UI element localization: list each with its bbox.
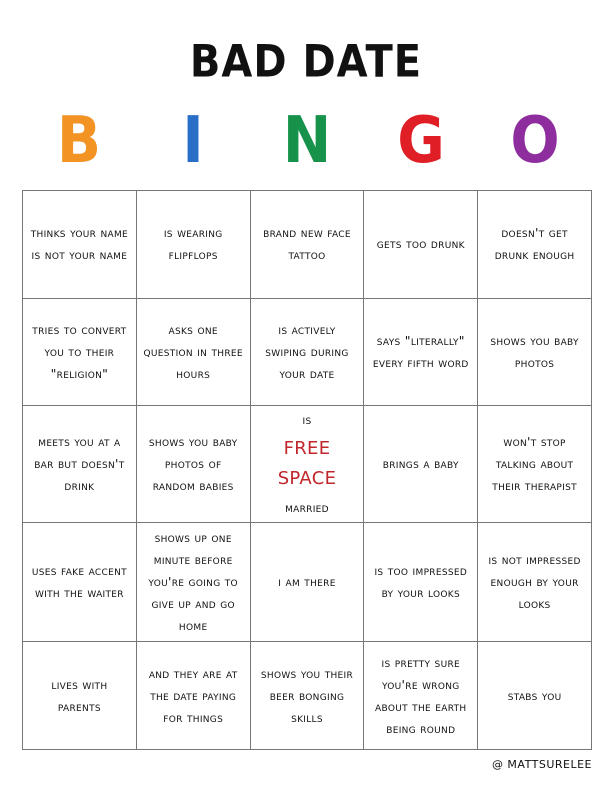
cell-text: shows you their beer bonging skills (260, 665, 354, 725)
bingo-grid (22, 190, 592, 750)
bingo-cell[interactable] (364, 191, 478, 299)
cell-text: shows up one minute before you're going to give up and go home (148, 530, 238, 634)
bingo-cell[interactable] (23, 406, 137, 523)
free-space-cell[interactable] (251, 406, 365, 523)
bingo-cell[interactable] (23, 523, 137, 642)
cell-text: says "literally" every fifth word (372, 332, 469, 370)
cell-text: shows you baby photos (490, 332, 579, 370)
cell-text: tries to convert you to their "religion" (32, 321, 127, 381)
cell-text: brings a baby (382, 456, 459, 472)
bingo-cell[interactable] (137, 523, 251, 642)
cell-text: brand new face tattoo (263, 225, 351, 263)
bingo-header (22, 100, 592, 180)
bingo-cell[interactable] (251, 523, 365, 642)
cell-text: asks one question in three hours (143, 321, 243, 381)
bingo-cell[interactable] (251, 642, 365, 750)
free-space-top-word: is (302, 412, 312, 428)
bingo-cell[interactable] (23, 642, 137, 750)
cell-text: and they are at the date paying for things (148, 665, 238, 725)
bingo-cell[interactable] (23, 191, 137, 299)
cell-text: is pretty sure you're wrong about the earth being round (375, 654, 467, 736)
bingo-letter-g: G (397, 102, 445, 178)
cell-text: gets too drunk (376, 236, 465, 252)
bingo-cell[interactable] (251, 299, 365, 407)
bingo-cell[interactable] (23, 299, 137, 407)
page-title: BAD DATE (189, 36, 423, 88)
free-space-label: FREE SPACE (277, 438, 337, 490)
bingo-cell[interactable] (478, 523, 592, 642)
bingo-cell[interactable] (137, 191, 251, 299)
bingo-cell[interactable] (478, 191, 592, 299)
cell-text: is not impressed enough by your looks (488, 552, 581, 612)
cell-text: won't stop talking about their therapist (492, 434, 577, 494)
bingo-cell[interactable] (478, 642, 592, 750)
cell-text: thinks your name is not your name (30, 225, 129, 263)
bingo-cell[interactable] (478, 299, 592, 407)
bingo-cell[interactable] (364, 523, 478, 642)
bingo-cell[interactable] (478, 406, 592, 523)
cell-text: shows you baby photos of random babies (148, 434, 238, 494)
bingo-letter-b: B (56, 102, 102, 178)
cell-text: uses fake accent with the waiter (31, 563, 127, 601)
bingo-cell[interactable] (251, 191, 365, 299)
cell-text: stabs you (507, 687, 562, 703)
free-space-bottom-word: married (285, 500, 329, 516)
cell-text: is too impressed by your looks (374, 563, 468, 601)
bingo-cell[interactable] (137, 642, 251, 750)
bingo-cell[interactable] (364, 299, 478, 407)
bingo-cell[interactable] (137, 299, 251, 407)
bingo-cell[interactable] (364, 642, 478, 750)
bingo-letter-n: N (282, 102, 332, 178)
bingo-cell[interactable] (137, 406, 251, 523)
cell-text: i am there (278, 574, 336, 590)
cell-text: lives with parents (51, 676, 108, 714)
bingo-cell[interactable] (364, 406, 478, 523)
credit-handle: @ MATTSURELEE (491, 758, 592, 771)
cell-text: meets you at a bar but doesn't drink (34, 434, 125, 494)
cell-text: is wearing flipflops (163, 225, 223, 263)
cell-text: is actively swiping during your date (265, 321, 349, 381)
bingo-letter-i: I (182, 102, 204, 178)
cell-text: doesn't get drunk enough (494, 225, 575, 263)
bingo-letter-o: O (510, 102, 560, 178)
